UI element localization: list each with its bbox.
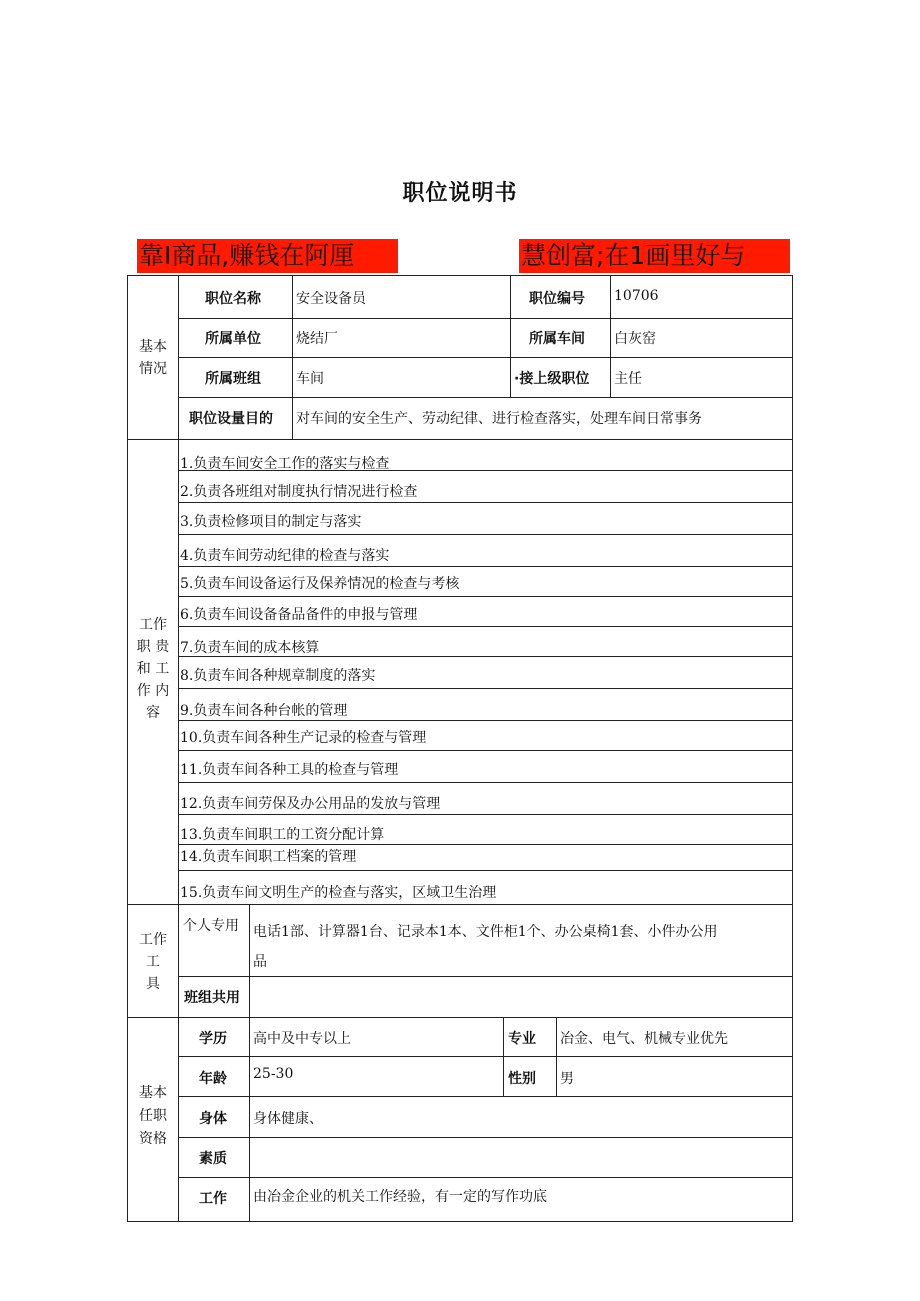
position-name-value: 安全设备员 xyxy=(296,291,366,307)
duty-item: 14.负责车间职工档案的管理 xyxy=(180,849,357,865)
position-code-value: 10706 xyxy=(614,288,659,304)
ad-banner-left: 靠I商品,赚钱在阿厘 xyxy=(137,239,398,273)
team-value: 车间 xyxy=(296,371,324,387)
superior-label: ·接上级职位 xyxy=(514,371,590,387)
duty-item: 15.负责车间文明生产的检查与落实，区域卫生治理 xyxy=(180,885,497,901)
duty-item: 2.负责各班组对制度执行情况进行检查 xyxy=(180,484,418,500)
education-label: 学历 xyxy=(199,1031,227,1047)
duty-item: 1.负责车间安全工作的落实与检查 xyxy=(180,456,390,472)
duty-item: 9.负责车间各种台帐的管理 xyxy=(180,703,348,719)
major-value: 冶金、电气、机械专业优先 xyxy=(560,1031,728,1047)
team-label: 所属班组 xyxy=(205,371,261,387)
duty-item: 5.负责车间设备运行及保养情况的检查与考核 xyxy=(180,576,460,592)
team-tools-label: 班组共用 xyxy=(184,990,240,1006)
age-label: 年龄 xyxy=(199,1071,227,1087)
education-value: 高中及中专以上 xyxy=(253,1031,351,1047)
duty-item: 8.负责车间各种规章制度的落实 xyxy=(180,668,376,684)
work-experience-value: 由冶金企业的机关工作经验，有一定的写作功底 xyxy=(253,1189,547,1205)
purpose-value: 对车间的安全生产、劳动纪律、进行检查落实，处理车间日常事务 xyxy=(296,411,702,427)
duty-item: 10.负责车间各种生产记录的检查与管理 xyxy=(180,730,427,746)
gender-value: 男 xyxy=(560,1071,574,1087)
duty-item: 11.负责车间各种工具的检查与管理 xyxy=(180,762,399,778)
page-title: 职位说明书 xyxy=(402,181,518,206)
age-value: 25-30 xyxy=(253,1066,294,1082)
section-label-duties: 工作 职 贵 和 工 作 内 容 xyxy=(136,617,170,721)
duty-item: 6.负责车间设备备品备件的申报与管理 xyxy=(180,607,418,623)
unit-value: 烧结厂 xyxy=(296,331,338,347)
workshop-label: 所属车间 xyxy=(529,331,585,347)
duty-item: 7.负责车间的成本核算 xyxy=(180,640,320,656)
position-name-label: 职位名称 xyxy=(205,291,261,307)
gender-label: 性别 xyxy=(508,1071,536,1087)
ad-banner-right: 慧创富;在1画里好与 xyxy=(519,239,790,273)
major-label: 专业 xyxy=(508,1031,536,1047)
workshop-value: 白灰窑 xyxy=(614,331,656,347)
duty-item: 3.负责检修项目的制定与落实 xyxy=(180,514,362,530)
duty-item: 12.负责车间劳保及办公用品的发放与管理 xyxy=(180,796,441,812)
purpose-label: 职位设量目的 xyxy=(189,411,273,427)
body-value: 身体健康、 xyxy=(253,1111,323,1127)
section-label-tools: 工作 工 具 xyxy=(139,932,167,992)
duty-item: 4.负责车间劳动纪律的检查与落实 xyxy=(180,548,390,564)
section-label-qualifications: 基本 任职 资格 xyxy=(139,1085,167,1147)
superior-value: 主任 xyxy=(614,371,642,387)
personal-tools-value-line1: 电话1部、计算器1台、记录本1本、文件柜1个、办公桌椅1套、小件办公用 xyxy=(253,924,718,940)
personal-tools-value-line2: 品 xyxy=(253,954,267,970)
personal-tools-label: 个人专用 xyxy=(183,918,239,934)
position-code-label: 职位编号 xyxy=(529,291,585,307)
section-label-basic: 基本 情况 xyxy=(139,339,167,377)
duty-item: 13.负责车间职工的工资分配计算 xyxy=(180,827,385,843)
quality-label: 素质 xyxy=(199,1151,227,1167)
body-label: 身体 xyxy=(199,1111,227,1127)
work-experience-label: 工作 xyxy=(199,1191,227,1207)
unit-label: 所属单位 xyxy=(205,331,261,347)
